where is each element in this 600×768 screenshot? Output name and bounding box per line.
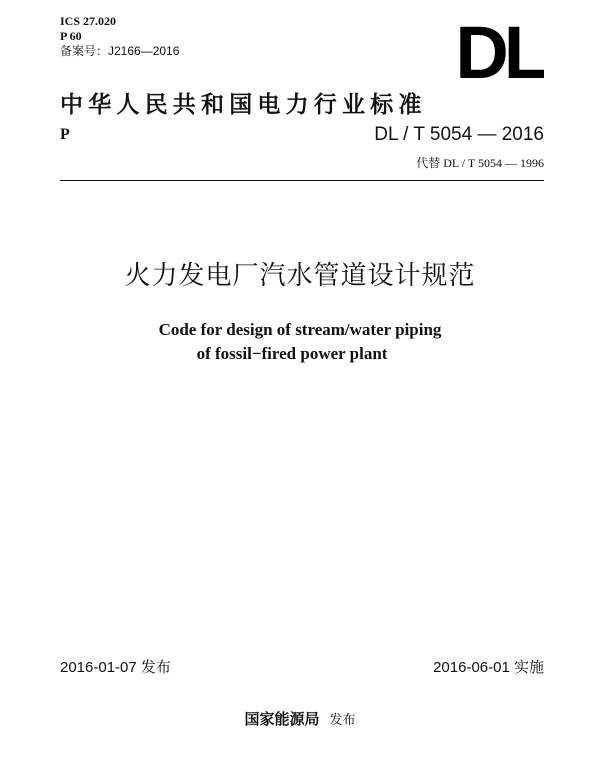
document-title-chinese: 火力发电厂汽水管道设计规范 [124,261,476,291]
english-title-line-1: Code for design of stream/water piping [158,320,442,339]
publisher-verb: 发布 [329,713,356,728]
classification-block [60,14,179,59]
dl-logo: DL [455,22,544,84]
publisher-name: 国家能源局 [244,712,320,728]
issue-date: 2016-01-07 发布 [60,659,171,676]
category-code: P [60,126,70,143]
document-title-english [0,318,600,366]
english-title-line-2: of fossil−fired power plant [196,344,388,363]
standard-type-heading: 中华人民共和国电力行业标准 [60,91,427,118]
implementation-date: 2016-06-01 实施 [433,659,544,676]
standard-number: DL / T 5054 — 2016 [374,124,544,145]
ccs-code: P 60 [60,29,82,43]
filing-number: 备案号：J2166—2016 [60,44,180,58]
replaces-note: 代替 DL / T 5054 — 1996 [416,156,544,170]
ics-code: ICS 27.020 [60,14,117,28]
header-divider [60,180,544,181]
publisher-line [0,708,600,729]
